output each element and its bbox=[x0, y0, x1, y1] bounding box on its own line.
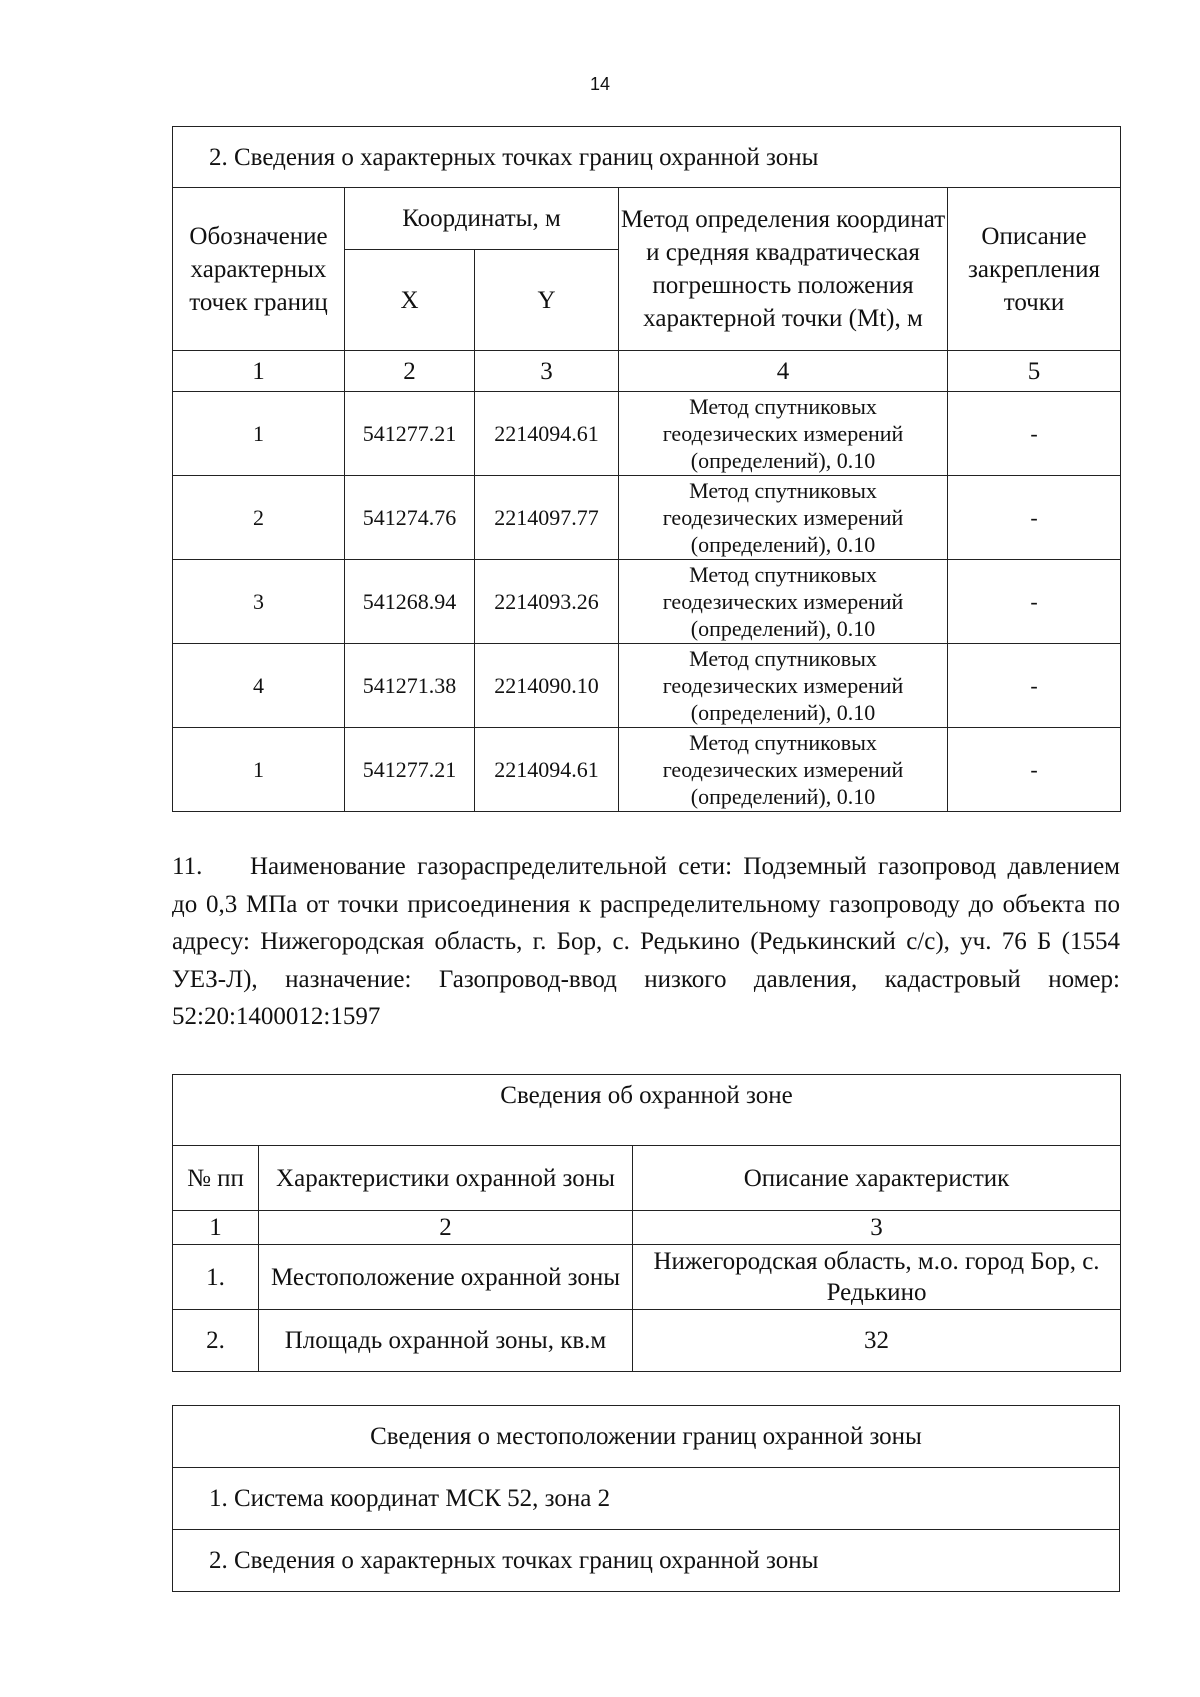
paragraph-text: Наименование газораспределительной сети: Подземный газопровод давлением до 0,3 МПа от точки присоединения к распределительному газопроводу до объекта по адресу: Нижегородская область, г. Бор, с. Редькино (Редькинский с/с), уч. 76 Б (1554 УЕЗ-Л), назначение: Газопровод-ввод низкого давления, кадастровый номер: 52:20:1400012:1597 bbox=[172, 853, 1120, 1030]
table-row bbox=[173, 728, 1121, 812]
column-number: 3 bbox=[475, 351, 619, 392]
coord-x: 541268.94 bbox=[345, 560, 475, 644]
coord-y: 2214094.61 bbox=[475, 728, 619, 812]
point-id: 1 bbox=[173, 392, 345, 476]
point-id: 1 bbox=[173, 728, 345, 812]
protection-zone-table bbox=[172, 1074, 1121, 1372]
column-number: 4 bbox=[619, 351, 948, 392]
column-number: 5 bbox=[948, 351, 1121, 392]
coord-x: 541277.21 bbox=[345, 728, 475, 812]
method-cell bbox=[619, 476, 948, 560]
section-heading: 2. Сведения о характерных точках границ охранной зоны bbox=[173, 1530, 1120, 1592]
column-number: 3 bbox=[633, 1211, 1121, 1245]
method-line: (определений), 0.10 bbox=[690, 448, 876, 473]
coord-x: 541271.38 bbox=[345, 644, 475, 728]
method-line: геодезических измерений bbox=[662, 421, 904, 446]
coord-x: 541277.21 bbox=[345, 392, 475, 476]
table-row bbox=[173, 392, 1121, 476]
method-line: геодезических измерений bbox=[662, 505, 904, 530]
characteristic-value: 32 bbox=[633, 1310, 1121, 1372]
table-row bbox=[173, 1245, 1121, 1310]
coord-y: 2214094.61 bbox=[475, 392, 619, 476]
coord-y: 2214093.26 bbox=[475, 560, 619, 644]
coord-x: 541274.76 bbox=[345, 476, 475, 560]
table-row bbox=[173, 476, 1121, 560]
header-coordinates: Координаты, м bbox=[345, 188, 619, 250]
method-line: Метод спутниковых bbox=[689, 478, 877, 503]
fixing-description: - bbox=[948, 560, 1121, 644]
method-line: геодезических измерений bbox=[662, 589, 904, 614]
fixing-description: - bbox=[948, 476, 1121, 560]
method-line: (определений), 0.10 bbox=[690, 532, 876, 557]
method-cell bbox=[619, 728, 948, 812]
page-number: 14 bbox=[589, 74, 611, 94]
header-fixing-description: Описание закрепления точки bbox=[948, 188, 1121, 351]
method-cell bbox=[619, 392, 948, 476]
point-id: 4 bbox=[173, 644, 345, 728]
table-row bbox=[173, 560, 1121, 644]
method-line: (определений), 0.10 bbox=[690, 700, 876, 725]
table-title: 2. Сведения о характерных точках границ охранной зоны bbox=[173, 127, 1121, 188]
header-method: Метод определения координат и средняя квадратическая погрешность положения характерной точки (Mt), м bbox=[619, 188, 948, 351]
column-number: 2 bbox=[345, 351, 475, 392]
paragraph-number: 11. bbox=[172, 853, 203, 880]
header-point-designation: Обозначение характерных точек границ bbox=[173, 188, 345, 351]
coord-y: 2214090.10 bbox=[475, 644, 619, 728]
network-paragraph bbox=[172, 848, 1120, 1036]
method-cell bbox=[619, 644, 948, 728]
method-line: геодезических измерений bbox=[662, 673, 904, 698]
boundary-location-table bbox=[172, 1405, 1120, 1592]
row-number: 1. bbox=[173, 1245, 259, 1310]
characteristic: Местоположение охранной зоны bbox=[259, 1245, 633, 1310]
method-line: (определений), 0.10 bbox=[690, 616, 876, 641]
method-line: Метод спутниковых bbox=[689, 646, 877, 671]
coordinate-system: 1. Система координат МСК 52, зона 2 bbox=[173, 1468, 1120, 1530]
column-number: 2 bbox=[259, 1211, 633, 1245]
header-characteristics: Характеристики охранной зоны bbox=[259, 1146, 633, 1211]
method-line: геодезических измерений bbox=[662, 757, 904, 782]
fixing-description: - bbox=[948, 392, 1121, 476]
table-title: Сведения о местоположении границ охранной зоны bbox=[173, 1406, 1120, 1468]
header-y: Y bbox=[475, 250, 619, 351]
method-line: Метод спутниковых bbox=[689, 562, 877, 587]
header-x: X bbox=[345, 250, 475, 351]
characteristic: Площадь охранной зоны, кв.м bbox=[259, 1310, 633, 1372]
point-id: 3 bbox=[173, 560, 345, 644]
fixing-description: - bbox=[948, 728, 1121, 812]
table-row bbox=[173, 1310, 1121, 1372]
header-description: Описание характеристик bbox=[633, 1146, 1121, 1211]
table-row bbox=[173, 644, 1121, 728]
row-number: 2. bbox=[173, 1310, 259, 1372]
column-number: 1 bbox=[173, 1211, 259, 1245]
column-number-row bbox=[173, 351, 1121, 392]
coord-y: 2214097.77 bbox=[475, 476, 619, 560]
point-id: 2 bbox=[173, 476, 345, 560]
header-number: № пп bbox=[173, 1146, 259, 1211]
method-line: (определений), 0.10 bbox=[690, 784, 876, 809]
column-number: 1 bbox=[173, 351, 345, 392]
boundary-points-table bbox=[172, 126, 1121, 812]
method-line: Метод спутниковых bbox=[689, 394, 877, 419]
fixing-description: - bbox=[948, 644, 1121, 728]
column-number-row bbox=[173, 1211, 1121, 1245]
table-title: Сведения об охранной зоне bbox=[173, 1075, 1121, 1146]
characteristic-value: Нижегородская область, м.о. город Бор, с. Редькино bbox=[633, 1245, 1121, 1310]
method-cell bbox=[619, 560, 948, 644]
method-line: Метод спутниковых bbox=[689, 730, 877, 755]
